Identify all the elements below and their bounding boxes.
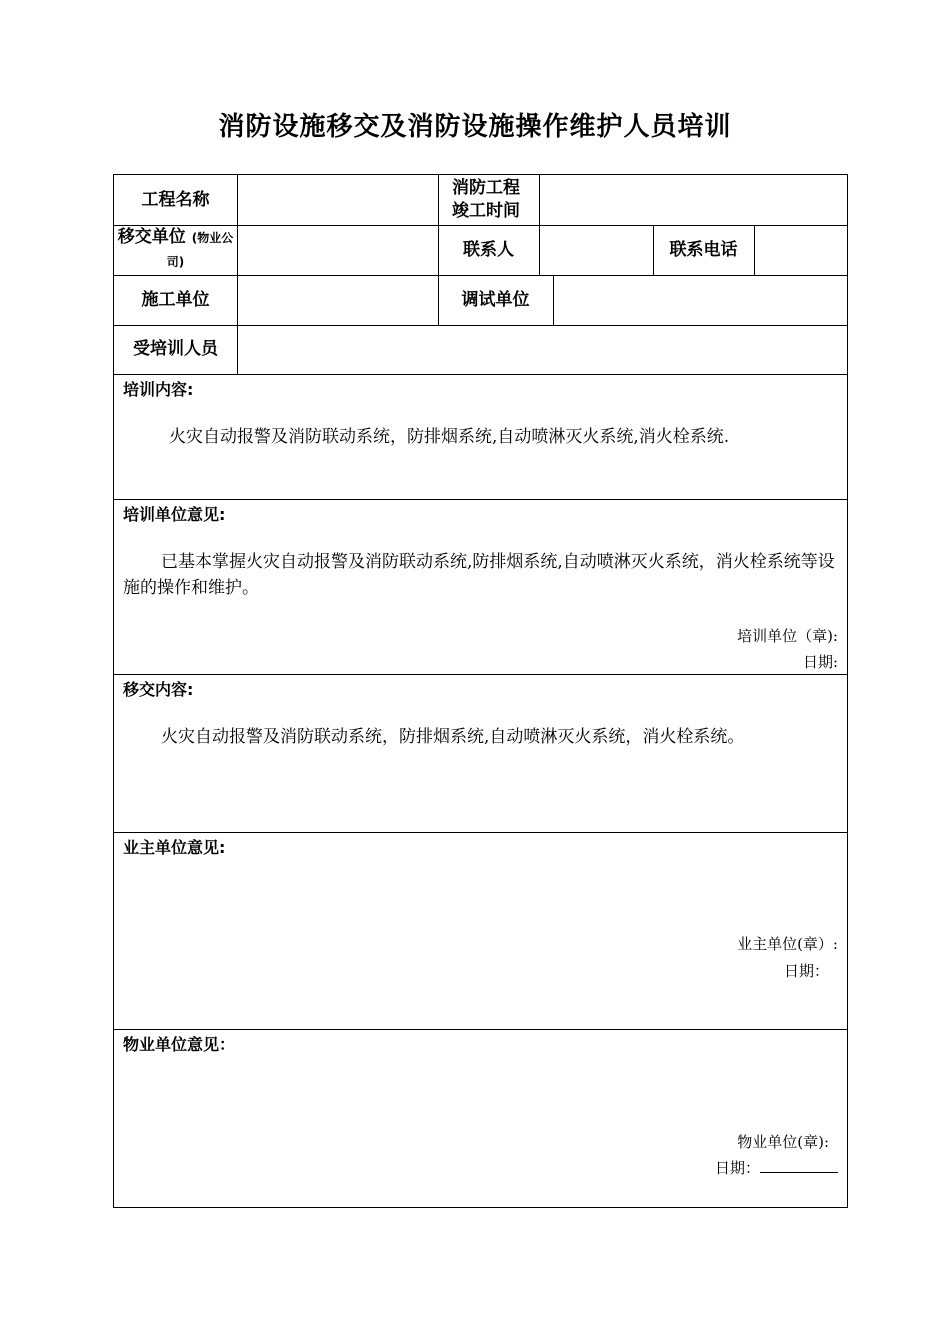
section-divider (114, 674, 847, 675)
property-opinion-heading: 物业单位意见： (123, 1035, 236, 1054)
transfer-content-text: 火灾自动报警及消防联动系统，防排烟系统,自动喷淋灭火系统，消火栓系统。 (161, 727, 745, 747)
training-content-heading: 培训内容: (123, 380, 194, 399)
date-blank-line (760, 1158, 838, 1173)
training-opinion-heading: 培训单位意见: (123, 505, 226, 524)
completion-time-label: 消防工程竣工时间 (452, 178, 520, 221)
page-title: 消防设施移交及消防设施操作维护人员培训 (218, 112, 732, 142)
column-divider (237, 175, 238, 374)
construction-unit-label: 施工单位 (141, 289, 210, 310)
column-divider (539, 175, 540, 275)
training-unit-seal: 培训单位（章): (737, 627, 838, 645)
project-name-label: 工程名称 (141, 189, 210, 210)
column-divider (553, 275, 554, 325)
trainees-label: 受培训人员 (133, 339, 218, 359)
commissioning-unit-label: 调试单位 (461, 289, 530, 310)
owner-opinion-heading: 业主单位意见: (123, 838, 226, 857)
owner-date: 日期： (783, 962, 829, 980)
property-date: 日期： (714, 1159, 760, 1177)
training-content-text: 火灾自动报警及消防联动系统，防排烟系统,自动喷淋灭火系统,消火栓系统. (169, 427, 730, 447)
transfer-unit-main: 移交单位 (117, 227, 186, 247)
training-date: 日期: (802, 653, 838, 671)
row-divider (114, 374, 847, 375)
handover-form (113, 174, 848, 1208)
transfer-unit-label (114, 225, 237, 275)
section-divider (114, 832, 847, 833)
transfer-unit-note: (物业公司) (166, 231, 234, 269)
property-date-line (715, 1157, 838, 1178)
property-unit-seal: 物业单位(章): (737, 1133, 829, 1151)
section-divider (114, 1029, 847, 1030)
transfer-unit-text (114, 226, 237, 274)
section-divider (114, 499, 847, 500)
transfer-content-heading: 移交内容: (123, 680, 194, 699)
contact-person-label: 联系人 (463, 239, 514, 260)
contact-phone-label: 联系电话 (669, 239, 738, 260)
column-divider (754, 225, 755, 275)
training-opinion-text: 已基本掌握火灾自动报警及消防联动系统,防排烟系统,自动喷淋灭火系统，消火栓系统等设施的操作和维护。 (123, 552, 835, 598)
owner-unit-seal: 业主单位(章）: (737, 935, 838, 953)
